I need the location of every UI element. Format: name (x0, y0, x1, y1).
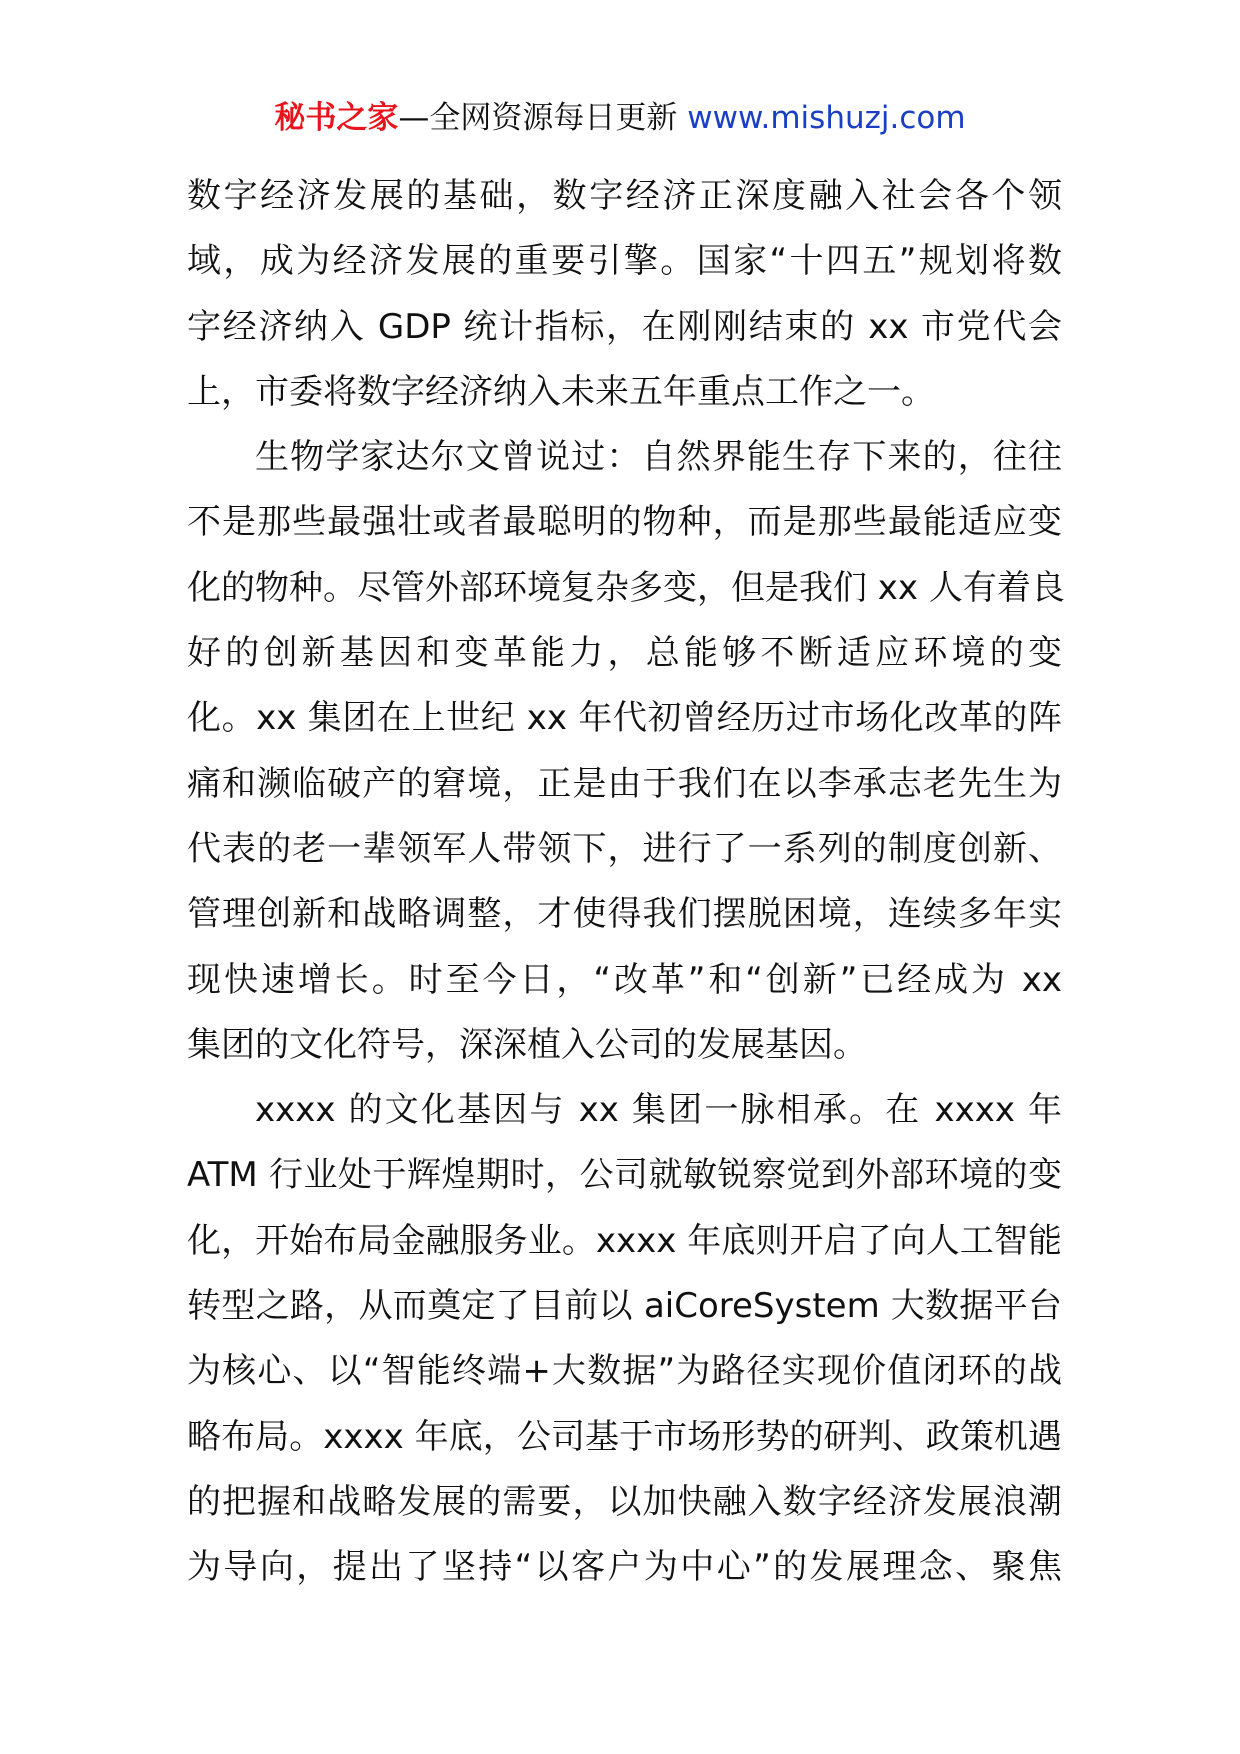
text-line: 转型之路，从而奠定了目前以 aiCoreSystem 大数据平台 (187, 1286, 1062, 1327)
site-brand: 秘书之家 (274, 100, 399, 136)
site-slogan: —全网资源每日更新 (398, 100, 678, 136)
text-line: 化，开始布局金融服务业。xxxx 年底则开启了向人工智能 (187, 1220, 1062, 1261)
text-line: 集团的文化符号，深深植入公司的发展基因。 (187, 1024, 867, 1065)
page-header (0, 98, 1240, 138)
text-line: 化。xx 集团在上世纪 xx 年代初曾经历过市场化改革的阵 (187, 698, 1062, 739)
paragraph-2 (187, 425, 1065, 1078)
paragraph-1 (187, 164, 1062, 425)
text-line: ATM 行业处于辉煌期时，公司就敏锐察觉到外部环境的变 (187, 1155, 1062, 1196)
text-line: 为核心、以“智能终端+大数据”为路径实现价值闭环的战 (187, 1351, 1062, 1392)
text-line: xxxx 的文化基因与 xx 集团一脉相承。在 xxxx 年 (255, 1090, 1062, 1131)
text-line: 代表的老一辈领军人带领下，进行了一系列的制度创新、 (187, 828, 1062, 869)
text-line: 痛和濒临破产的窘境，正是由于我们在以李承志老先生为 (187, 763, 1062, 804)
text-line: 的把握和战略发展的需要，以加快融入数字经济发展浪潮 (187, 1481, 1062, 1522)
text-line: 为导向，提出了坚持“以客户为中心”的发展理念、聚焦 (187, 1547, 1062, 1588)
text-line: 字经济纳入 GDP 统计指标，在刚刚结束的 xx 市党代会 (187, 306, 1062, 347)
text-line: 好的创新基因和变革能力，总能够不断适应环境的变 (187, 633, 1062, 674)
paragraph-3 (187, 1078, 1062, 1600)
document-body (187, 164, 1065, 1601)
text-line: 不是那些最强壮或者最聪明的物种，而是那些最能适应变 (187, 502, 1062, 543)
text-line: 生物学家达尔文曾说过：自然界能生存下来的，往往 (255, 437, 1062, 478)
text-line: 管理创新和战略调整，才使得我们摆脱困境，连续多年实 (187, 894, 1062, 935)
text-line: 数字经济发展的基础，数字经济正深度融入社会各个领 (187, 176, 1062, 216)
text-line: 化的物种。尽管外部环境复杂多变，但是我们 xx 人有着良 (187, 567, 1065, 608)
text-line: 上，市委将数字经济纳入未来五年重点工作之一。 (187, 371, 935, 412)
text-line: 域，成为经济发展的重要引擎。国家“十四五”规划将数 (187, 241, 1062, 282)
site-url: www.mishuzj.com (687, 100, 966, 136)
text-line: 略布局。xxxx 年底，公司基于市场形势的研判、政策机遇 (187, 1416, 1062, 1457)
text-line: 现快速增长。时至今日，“改革”和“创新”已经成为 xx (187, 959, 1062, 1000)
